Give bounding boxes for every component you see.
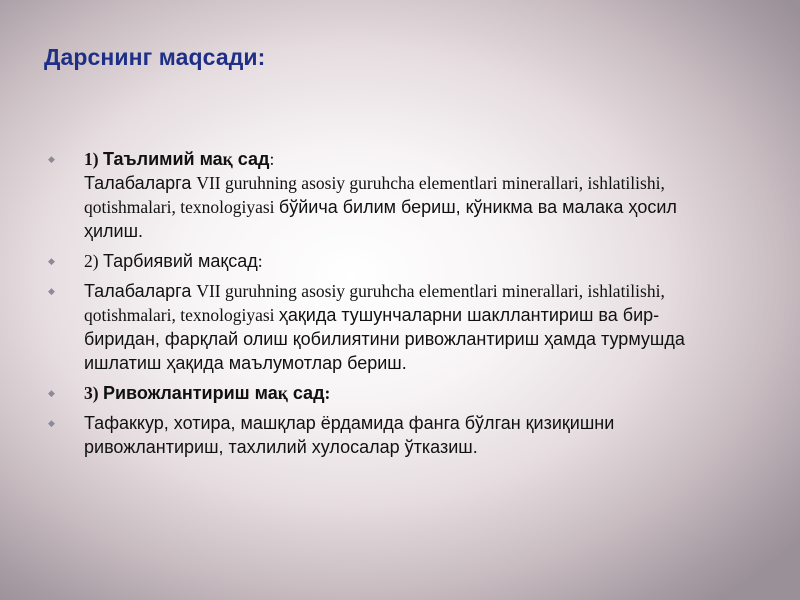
goal-number: 3) <box>84 383 103 403</box>
bullet-diamond-icon: ◆ <box>48 154 55 164</box>
goal-heading-text: Таълимий ма <box>102 149 223 169</box>
goal-body-latin: VII guruhning asosiy guruhcha elementlari minerallari, ishlatilishi, qotishmalari, texnologiyasi <box>84 173 665 217</box>
bullet-diamond-icon: ◆ <box>48 256 55 266</box>
goal-heading-text: Тарбиявий мақсад <box>102 251 258 271</box>
goal-heading-colon: : <box>257 251 263 271</box>
bullet-diamond-icon: ◆ <box>48 388 55 398</box>
goal-body-tail: ҳақида тушунчаларни шакллантириш ва бир-биридан, фарқлай олиш қобилиятини ривожлантириш ҳамда турмушда ишлатиш ҳақида маълумотлар бериш. <box>84 305 685 373</box>
goal-heading-text: Ривожлантириш ма <box>102 383 278 403</box>
list-item-development-body <box>48 412 728 460</box>
goal-body-text: Тафаккур, хотира, машқлар ёрдамида фанга бўлган қизиқишни ривожлантириш, тахлилий хулосалар ўтказиш. <box>84 413 615 457</box>
goal-heading-text-end: сад <box>287 383 325 403</box>
goal-heading-colon: : <box>269 149 275 169</box>
bullet-diamond-icon: ◆ <box>48 418 55 428</box>
goal-heading-colon: : <box>324 383 331 403</box>
list-item-upbringing-body <box>48 280 728 376</box>
goal-body-latin: VII guruhning asosiy guruhcha elementlari minerallari, ishlatilishi, qotishmalari, texnologiyasi <box>84 281 665 325</box>
goal-number: 2) <box>84 251 103 271</box>
list-item-development-goal <box>48 382 728 406</box>
goal-heading-glyph: қ <box>222 149 233 169</box>
goal-heading-glyph: қ <box>277 383 288 403</box>
goal-body-tail: бўйича билим бериш, кўникма ва малака ҳосил ҳилиш. <box>84 197 677 241</box>
goal-number: 1) <box>84 149 103 169</box>
goal-heading-text-end: сад <box>232 149 270 169</box>
bullet-diamond-icon: ◆ <box>48 286 55 296</box>
goal-body-lead: Талабаларга <box>84 173 197 193</box>
bullet-list <box>48 148 728 466</box>
goal-body-lead: Талабаларга <box>84 281 197 301</box>
slide-title: Дарснинг маqсади: <box>44 44 266 70</box>
list-item-educational-goal <box>48 148 728 244</box>
list-item-upbringing-goal <box>48 250 728 274</box>
